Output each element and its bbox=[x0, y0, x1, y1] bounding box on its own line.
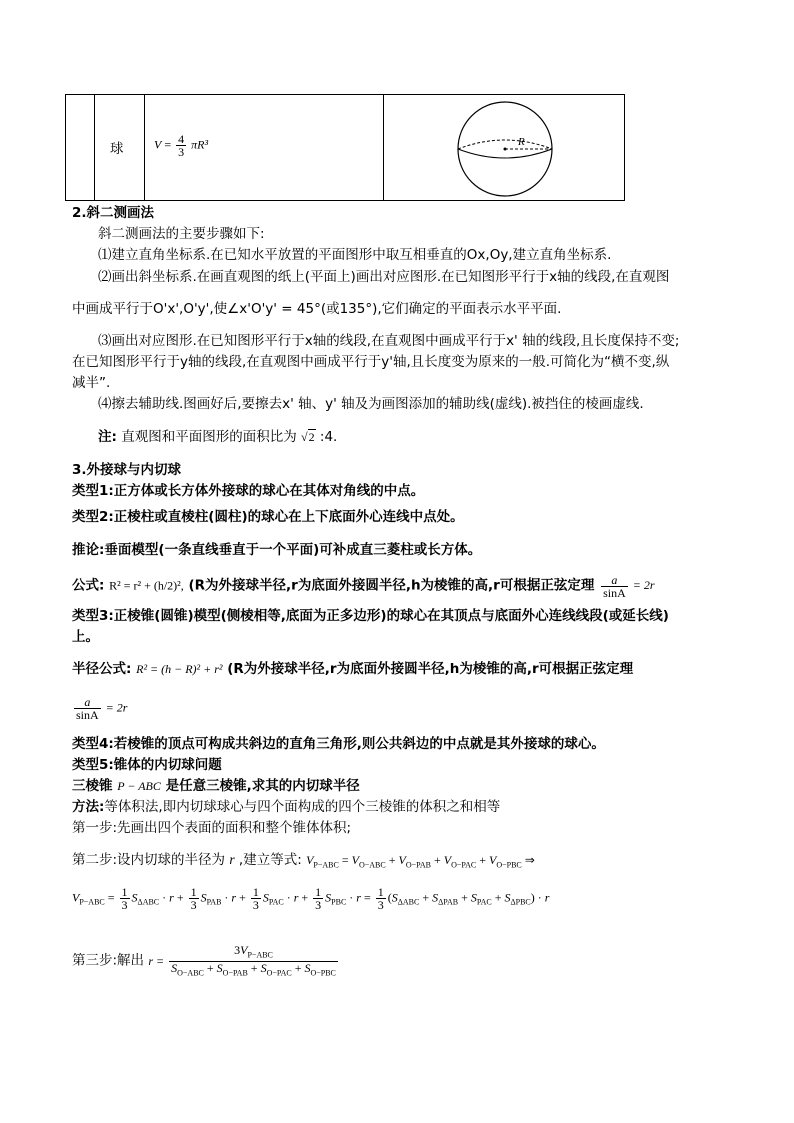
step2-text: ,建立等式: bbox=[238, 852, 302, 868]
section2-step2a: ⑵画出斜坐标系.在画直观图的纸上(平面上)画出对应图形.在已知图形平行于x轴的线段,在直观图 bbox=[98, 269, 670, 285]
section3-corollary: 推论:垂面模型(一条直线垂直于一个平面)可补成直三菱柱或长方体。 bbox=[72, 542, 482, 558]
section3-type3b: 上。 bbox=[72, 629, 99, 645]
section3-step1: 第一步:先画出四个表面的面积和整个锥体体积; bbox=[72, 820, 352, 836]
section2-note bbox=[98, 428, 337, 446]
note-ratio: :4. bbox=[319, 429, 338, 445]
note-sqrt-value: 2 bbox=[308, 430, 315, 444]
section2-step3c: 减半”. bbox=[72, 375, 111, 391]
section3-tri-pyramid bbox=[72, 777, 360, 795]
formula-rest: πR³ bbox=[191, 137, 209, 152]
radius-formula: R² = (h − R)² + r² bbox=[136, 662, 223, 676]
table-divider bbox=[383, 95, 384, 200]
section3-radius-line bbox=[72, 660, 633, 678]
section3-method bbox=[72, 798, 500, 816]
note-text: 直观图和平面图形的面积比为 bbox=[121, 429, 297, 445]
method-label: 方法: bbox=[72, 799, 105, 815]
section3-type1: 类型1:正方体或长方体外接球的球心在其体对角线的中点。 bbox=[72, 483, 425, 499]
section2-step3a: ⑶画出对应图形.在已知图形平行于x轴的线段,在直观图中画成平行于x' 轴的线段,且长度保持不变; bbox=[98, 333, 680, 349]
third-fraction: $\frac{1}{3}$ bbox=[190, 885, 197, 912]
law-rhs: = 2r bbox=[632, 578, 655, 593]
volume-expansion: $V_{P-ABC}$ = $\frac{1}{3}$ $S_{\Delta ABC} \cdot r$ + $\frac{1}{3}$ $S_{PAB} \cdot r$ + $\frac{1}{3}$ $S_{PAC} \cdot r$ + $\frac{1}{3}$ $S_{PBC} \cdot r$ = $\frac{1}{3}$ $(S_{\Delta ABC} + S_{\Delta PAB} + S_{PAC} + S_{\Delta PBC}) \cdot r$ bbox=[72, 885, 550, 912]
third-fraction: $\frac{1}{3}$ bbox=[377, 885, 384, 912]
law-denominator: sinA bbox=[603, 586, 626, 600]
table-divider bbox=[94, 95, 95, 200]
radius-law-denominator: sinA bbox=[76, 708, 99, 722]
table-row-label: 球 bbox=[110, 141, 124, 157]
section2-heading: 2.斜二测画法 bbox=[72, 205, 155, 221]
sphere-center bbox=[504, 148, 507, 151]
step3-label: 第三步:解出 bbox=[72, 952, 145, 969]
section3-formula-line bbox=[72, 574, 655, 599]
section3-step3 bbox=[72, 944, 340, 980]
radius-law-rhs: = 2r bbox=[105, 700, 128, 715]
formula-fraction bbox=[176, 133, 186, 158]
section3-step2 bbox=[72, 851, 535, 874]
radius-law-of-sines bbox=[72, 696, 127, 721]
formula-eq: = bbox=[164, 137, 172, 152]
section3-type2: 类型2:正棱柱或直棱柱(圆柱)的球心在上下底面外心连线中点处。 bbox=[72, 509, 464, 525]
tri-pyramid-b: 是任意三棱锥,求其的内切球半径 bbox=[165, 778, 360, 794]
sphere-figure bbox=[454, 99, 556, 199]
radius-solution bbox=[148, 943, 340, 978]
section3-type3a: 类型3:正棱锥(圆锥)模型(侧棱相等,底面为正多边形)的球心在其顶点与底面外心连线线段(或延长线) bbox=[72, 608, 669, 624]
formula1-desc: (R为外接球半径,r为底面外接圆半径,h为棱锥的高,r可根据正弦定理 bbox=[188, 577, 595, 594]
section2-step1: ⑴建立直角坐标系.在已知水平放置的平面图形中取互相垂直的Ox,Oy,建立直角坐标系. bbox=[98, 247, 612, 263]
note-sqrt-symbol: √2 bbox=[301, 430, 315, 444]
third-fraction: $\frac{1}{3}$ bbox=[121, 885, 128, 912]
method-text: 等体积法,即内切球球心与四个面构成的四个三棱锥的体积之和相等 bbox=[104, 799, 501, 815]
radius-law-fraction bbox=[74, 696, 101, 721]
radius-label: 半径公式: bbox=[72, 661, 132, 677]
tri-pyramid-a: 三棱锥 bbox=[72, 778, 113, 794]
table-divider bbox=[144, 95, 145, 200]
step2-var: r bbox=[229, 852, 235, 867]
sphere-volume-formula bbox=[154, 133, 208, 158]
section2-step2b: 中画成平行于O'x',O'y',使∠x'O'y' = 45°(或135°),它们确定的平面表示水平平面. bbox=[72, 301, 562, 317]
sphere-radius-label: R bbox=[518, 136, 525, 148]
law-of-sines bbox=[599, 573, 655, 600]
section3-heading: 3.外接球与内切球 bbox=[72, 462, 182, 478]
radius-solution-fraction: $\frac{3V_{P-ABC}}{S_{O-ABC} + S_{O-PAB} + S_{O-PAC} + S_{O-PBC}}$ bbox=[171, 943, 336, 978]
volume-equation: $V_{P-ABC} = V_{O-ABC} + V_{O-PAB} + V_{O-PAC} + V_{O-PBC}$ ⇒ bbox=[306, 853, 535, 870]
radius-law-numerator: a bbox=[74, 696, 101, 709]
section3-type5: 类型5:锥体的内切球问题 bbox=[72, 757, 222, 773]
formula-lhs: V bbox=[154, 137, 162, 152]
step3-var: r = bbox=[148, 953, 165, 968]
law-fraction bbox=[601, 574, 628, 599]
third-fraction: $\frac{1}{3}$ bbox=[252, 885, 259, 912]
sphere-table bbox=[65, 94, 625, 201]
section2-step3b: 在已知图形平行于y轴的线段,在直观图中画成平行于y'轴,且长度变为原来的一般.可简化为“横不变,纵 bbox=[72, 354, 670, 370]
section2-step4: ⑷擦去辅助线.图画好后,要擦去x' 轴、y' 轴及为画图添加的辅助线(虚线).被挡住的棱画虚线. bbox=[98, 396, 644, 412]
radius-desc: (R为外接球半径,r为底面外接圆半径,h为棱锥的高,r可根据正弦定理 bbox=[227, 661, 634, 677]
step2-label: 第二步:设内切球的半径为 bbox=[72, 852, 226, 868]
tri-pyramid-var: P − ABC bbox=[117, 779, 161, 793]
formula-label: 公式: bbox=[72, 577, 105, 594]
note-label: 注: bbox=[98, 429, 117, 445]
third-fraction: $\frac{1}{3}$ bbox=[315, 885, 322, 912]
formula1: R² = r² + (h/2)², bbox=[109, 578, 184, 593]
section3-type4: 类型4:若棱锥的顶点可构成共斜边的直角三角形,则公共斜边的中点就是其外接球的球心。 bbox=[72, 736, 605, 752]
law-numerator: a bbox=[601, 574, 628, 587]
fraction-numerator: 4 bbox=[178, 132, 185, 146]
section2-intro: 斜二测画法的主要步骤如下: bbox=[98, 226, 265, 242]
fraction-denominator: 3 bbox=[178, 145, 185, 159]
